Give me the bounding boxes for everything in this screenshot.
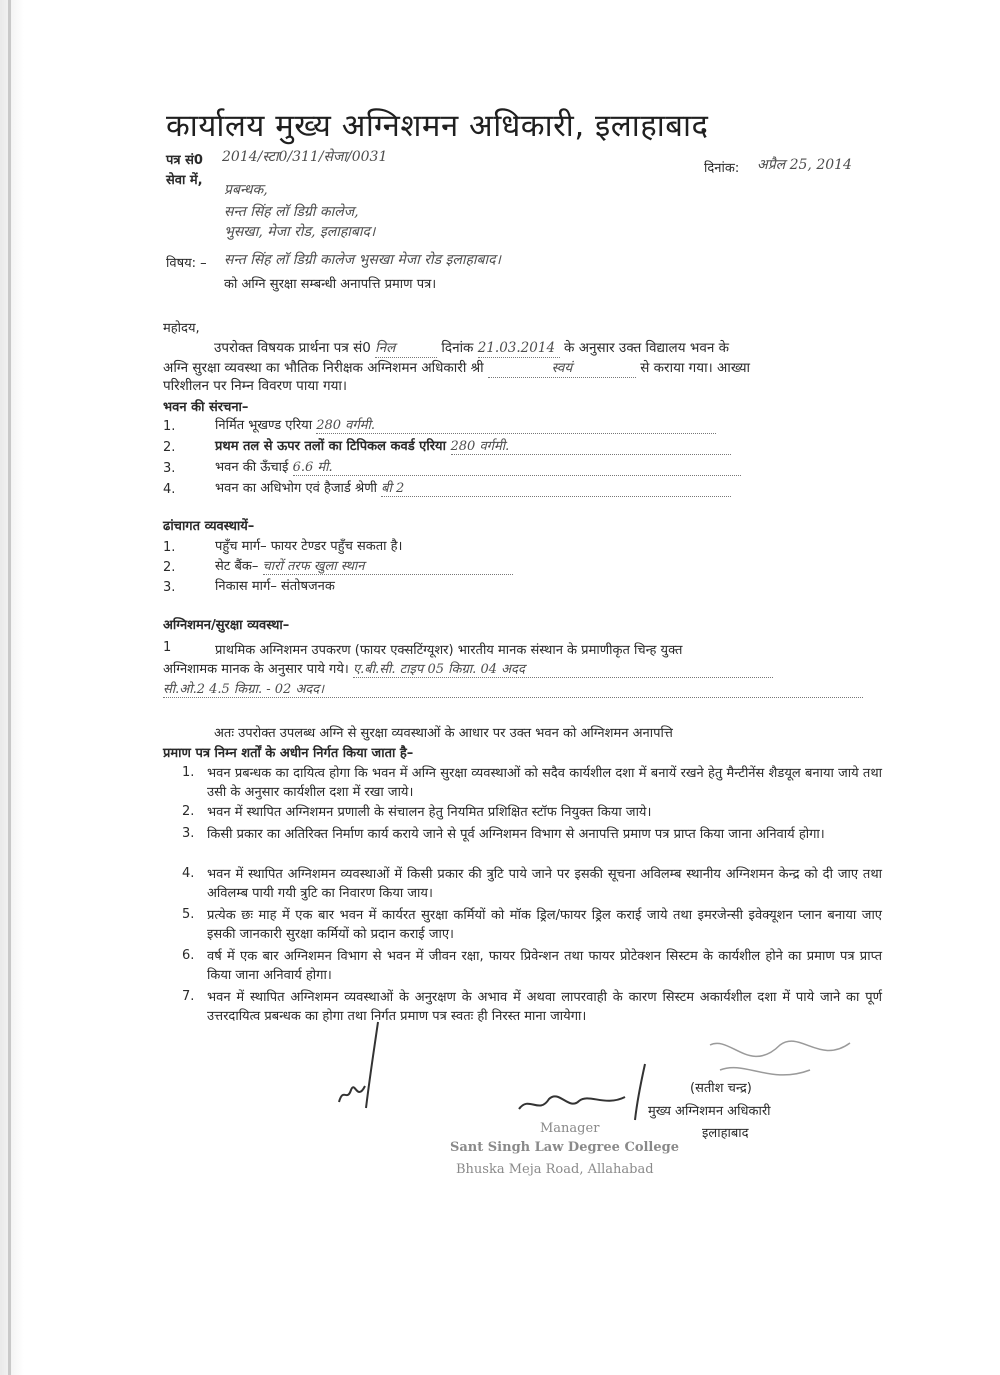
stamp-manager: Manager (540, 1121, 600, 1136)
addressee-line-1: प्रबन्धक, (224, 182, 268, 198)
infra-num-1: 1. (163, 540, 176, 555)
building-item-2 (215, 436, 731, 455)
condition-3: किसी प्रकार का अतिरिक्त निर्माण कार्य कराये जाने से पूर्व अग्निशमन विभाग से अनापत्ति प्रमाण पत्र प्राप्त किया जाना अनिवार्य होगा। (207, 827, 825, 842)
signatory-designation: मुख्य अग्निशमन अधिकारी (648, 1104, 771, 1119)
date-label: दिनांक: (704, 161, 740, 176)
infra-item-label: सेट बैंक– (215, 559, 259, 574)
intro-text-3: के अनुसार उक्त विद्यालय भवन के (564, 340, 729, 356)
subject-handwritten: सन्त सिंह लॉ डिग्री कालेज भुसखा मेजा रोड इलाहाबाद। (224, 252, 501, 268)
building-item-label: भवन का अधिभोग एवं हैजार्ड श्रेणी (215, 481, 377, 496)
building-item-value: 280 वर्गमी. (316, 415, 716, 434)
infra-num-3: 3. (163, 580, 176, 595)
date-value: अप्रैल 25, 2014 (757, 157, 852, 173)
condition-num-5: 5. (182, 907, 195, 922)
addressee-line-2: सन्त सिंह लॉ डिग्री कालेज, (224, 204, 359, 220)
initials-scribble (335, 1072, 375, 1112)
intro-text-2: दिनांक (441, 340, 474, 356)
condition-num-7: 7. (182, 989, 195, 1004)
fire-num: 1 (163, 640, 172, 655)
intro-date: 21.03.2014 (478, 339, 560, 358)
building-item-label: भवन की ऊँचाई (215, 460, 289, 475)
condition-7: भवन में स्थापित अग्निशमन व्यवस्थाओं के अनुरक्षण के अभाव में अथवा लापरवाही के कारण सिस्टम अकार्यशील दशा में पाये जाने का पूर्ण उत्तरदायित्व प्रबन्धक का होगा तथा निर्गत प्रमाण पत्र स्वतः ही निरस्त माना जायेगा। (207, 990, 882, 1024)
intro-officer: स्वयं (488, 359, 636, 378)
building-item-label: निर्मित भूखण्ड एरिया (215, 418, 313, 433)
building-num-3: 3. (163, 461, 176, 476)
condition-1: भवन प्रबन्धक का दायित्व होगा कि भवन में अग्नि सुरक्षा व्यवस्थाओं को सदैव कार्यशील दशा में बनायें रखने हेतु मैन्टीनेंस शैडयूल बनाया जाये तथा उसी के अनुसार कार्यशील दशा में रखा जाये। (207, 766, 882, 800)
conclusion-line-1: अतः उपरोक्त उपलब्ध अग्नि से सुरक्षा व्यवस्थाओं के आधार पर उक्त भवन को अग्निशमन अनापत्ति (214, 726, 673, 741)
building-item-value: 280 वर्गमी. (451, 436, 731, 455)
condition-4: भवन में स्थापित अग्निशमन व्यवस्थाओं में किसी प्रकार की त्रुटि पाये जाने पर इसकी सूचना अविलम्ब स्थानीय अग्निशमन केन्द्र को दी जाए तथा अविलम्ब पायी गयी त्रुटि का निवारण किया जाय। (207, 867, 882, 901)
intro-text-4: अग्नि सुरक्षा व्यवस्था का भौतिक निरीक्षक अग्निशमन अधिकारी श्री (163, 360, 484, 376)
fire-heading: अग्निशमन/सुरक्षा व्यवस्था– (163, 618, 290, 633)
infra-item-3: निकास मार्ग– संतोषजनक (215, 579, 335, 594)
office-title: कार्यालय मुख्य अग्निशमन अधिकारी, इलाहाबाद (166, 108, 709, 144)
conclusion-line-2: प्रमाण पत्र निम्न शर्तों के अधीन निर्गत किया जाता है– (163, 746, 414, 761)
fire-line-2 (163, 659, 773, 678)
building-num-1: 1. (163, 419, 176, 434)
signatory-name: (सतीश चन्द्र) (690, 1081, 752, 1096)
fire-equipment-1: ए.बी.सी. टाइप 05 किग्रा. 04 अदद (353, 659, 773, 678)
condition-2: भवन में स्थापित अग्निशमन प्रणाली के संचालन हेतु नियमित प्रशिक्षित स्टॉफ नियुक्त किया जाये। (207, 805, 652, 820)
intro-text-6: परिशीलन पर निम्न विवरण पाया गया। (163, 378, 348, 394)
subject-label: विषय: – (166, 256, 207, 271)
infra-item-value: चारों तरफ खुला स्थान (263, 556, 513, 575)
infra-heading: ढांचागत व्यवस्थायें– (163, 519, 255, 534)
building-item-3 (215, 457, 741, 476)
fire-line-2-text: अग्निशामक मानक के अनुसार पाये गये। (163, 662, 349, 677)
building-item-value: बी 2 (381, 478, 731, 497)
infra-item-2 (215, 556, 513, 575)
salutation: महोदय, (163, 321, 200, 336)
building-item-value: 6.6 मी. (293, 457, 741, 476)
fire-line-1: प्राथमिक अग्निशमन उपकरण (फायर एक्सटिंग्यूशर) भारतीय मानक संस्थान के प्रमाणीकृत चिन्ह युक्त (215, 643, 683, 658)
infra-item-1: पहुँच मार्ग– फायर टेण्डर पहुँच सकता है। (215, 539, 403, 554)
building-item-4 (215, 478, 731, 497)
condition-num-6: 6. (182, 948, 195, 963)
stamp-college: Sant Singh Law Degree College (450, 1140, 679, 1155)
infra-num-2: 2. (163, 560, 176, 575)
letter-no-label: पत्र सं0 (166, 153, 203, 168)
signatory-place: इलाहाबाद (702, 1126, 749, 1141)
letter-no-value: 2014/स्टा0/311/सेजा/0031 (222, 149, 388, 165)
scan-edge (8, 0, 11, 1375)
manager-signature (515, 1085, 630, 1125)
addressee-line-3: भुसखा, मेजा रोड, इलाहाबाद। (224, 224, 376, 240)
subject-line-2: को अग्नि सुरक्षा सम्बन्धी अनापत्ति प्रमाण पत्र। (224, 277, 437, 292)
building-heading: भवन की संरचना– (163, 400, 249, 415)
intro-text-5: से कराया गया। आख्या (640, 360, 751, 376)
intro-line-2 (163, 359, 750, 378)
stamp-address: Bhuska Meja Road, Allahabad (456, 1162, 654, 1177)
building-item-1 (215, 415, 716, 434)
building-num-4: 4. (163, 482, 176, 497)
intro-application-no: निल (375, 339, 437, 358)
building-item-label: प्रथम तल से ऊपर तलों का टिपिकल कवर्ड एरिया (215, 439, 446, 454)
condition-num-4: 4. (182, 866, 195, 881)
condition-num-2: 2. (182, 804, 195, 819)
condition-num-3: 3. (182, 826, 195, 841)
to-label: सेवा में, (166, 173, 203, 188)
fire-equipment-2: सी.ओ.2 4.5 किग्रा. - 02 अदद। (163, 679, 863, 698)
intro-text-1: उपरोक्त विषयक प्रार्थना पत्र सं0 (214, 340, 371, 356)
condition-5: प्रत्येक छः माह में एक बार भवन में कार्यरत सुरक्षा कर्मियों को मॉक ड्रिल/फायर ड्रिल कराई जाये तथा इमरजेन्सी इवेक्यूशन प्लान बनाया जाए इसकी जानकारी सुरक्षा कर्मियों को प्रदान कराई जाए। (207, 908, 882, 942)
intro-line-1 (214, 339, 729, 358)
building-num-2: 2. (163, 440, 176, 455)
condition-6: वर्ष में एक बार अग्निशमन विभाग से भवन में जीवन रक्षा, फायर प्रिवेन्शन तथा फायर प्रोटेक्शन सिस्टम के कार्यशील होने का प्रमाण पत्र प्राप्त किया जाना अनिवार्य होगा। (207, 949, 882, 983)
condition-num-1: 1. (182, 765, 195, 780)
